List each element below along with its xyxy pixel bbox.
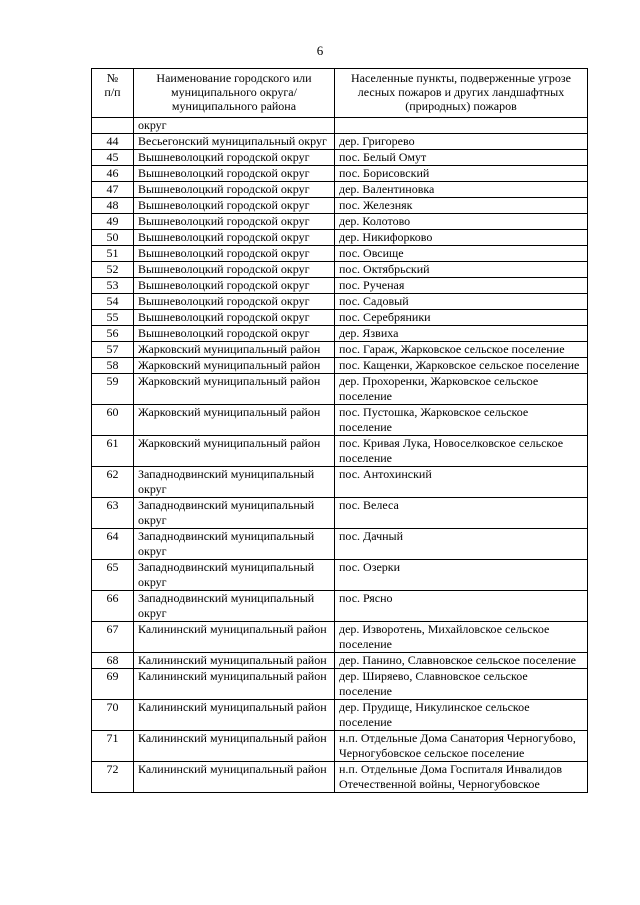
row-number: 62 (92, 467, 134, 498)
row-places: пос. Пустошка, Жарковское сельское поселение (335, 405, 588, 436)
table-row (92, 294, 588, 310)
table-row (92, 700, 588, 731)
table-row (92, 262, 588, 278)
row-district: Калининский муниципальный район (134, 731, 335, 762)
row-number (92, 118, 134, 134)
row-places: пос. Велеса (335, 498, 588, 529)
row-places: пос. Садовый (335, 294, 588, 310)
row-district: Вышневолоцкий городской округ (134, 166, 335, 182)
row-district: Вышневолоцкий городской округ (134, 278, 335, 294)
row-places: пос. Октябрьский (335, 262, 588, 278)
row-places: пос. Железняк (335, 198, 588, 214)
header-places: Населенные пункты, подверженные угрозе лесных пожаров и других ландшафтных (природных) пожаров (335, 69, 588, 118)
table-row (92, 591, 588, 622)
row-number: 66 (92, 591, 134, 622)
row-number: 51 (92, 246, 134, 262)
row-places: дер. Изворотень, Михайловское сельское поселение (335, 622, 588, 653)
row-district: Вышневолоцкий городской округ (134, 214, 335, 230)
row-number: 61 (92, 436, 134, 467)
table-row (92, 342, 588, 358)
row-places: пос. Белый Омут (335, 150, 588, 166)
row-district: Западнодвинский муниципальный округ (134, 498, 335, 529)
row-number: 50 (92, 230, 134, 246)
row-number: 72 (92, 762, 134, 793)
row-number: 52 (92, 262, 134, 278)
row-number: 69 (92, 669, 134, 700)
row-district: Западнодвинский муниципальный округ (134, 560, 335, 591)
row-district: Западнодвинский муниципальный округ (134, 591, 335, 622)
row-places: пос. Рученая (335, 278, 588, 294)
row-places: дер. Никифорково (335, 230, 588, 246)
row-district: Калининский муниципальный район (134, 700, 335, 731)
table-row (92, 182, 588, 198)
table-row (92, 731, 588, 762)
row-places: н.п. Отдельные Дома Госпиталя Инвалидов Отечественной войны, Черногубовское (335, 762, 588, 793)
row-number: 70 (92, 700, 134, 731)
row-district: Вышневолоцкий городской округ (134, 294, 335, 310)
table-row (92, 405, 588, 436)
row-number: 58 (92, 358, 134, 374)
row-district: Жарковский муниципальный район (134, 436, 335, 467)
table-row (92, 436, 588, 467)
settlements-table (91, 68, 588, 793)
row-number: 48 (92, 198, 134, 214)
row-places: дер. Ширяево, Славновское сельское поселение (335, 669, 588, 700)
row-number: 54 (92, 294, 134, 310)
row-number: 60 (92, 405, 134, 436)
row-district: Вышневолоцкий городской округ (134, 246, 335, 262)
table-row (92, 214, 588, 230)
row-district: Калининский муниципальный район (134, 762, 335, 793)
row-places: пос. Борисовский (335, 166, 588, 182)
row-district: Вышневолоцкий городской округ (134, 182, 335, 198)
row-district: Вышневолоцкий городской округ (134, 262, 335, 278)
row-number: 56 (92, 326, 134, 342)
header-number: № п/п (92, 69, 134, 118)
row-number: 44 (92, 134, 134, 150)
row-number: 63 (92, 498, 134, 529)
row-places: дер. Валентиновка (335, 182, 588, 198)
row-district: Вышневолоцкий городской округ (134, 326, 335, 342)
table-row (92, 529, 588, 560)
row-district: Жарковский муниципальный район (134, 374, 335, 405)
row-number: 68 (92, 653, 134, 669)
row-number: 57 (92, 342, 134, 358)
row-places: н.п. Отдельные Дома Санатория Черногубово, Черногубовское сельское поселение (335, 731, 588, 762)
row-places: дер. Колотово (335, 214, 588, 230)
table-row (92, 278, 588, 294)
table-row (92, 374, 588, 405)
row-number: 45 (92, 150, 134, 166)
table-row (92, 150, 588, 166)
row-places: пос. Гараж, Жарковское сельское поселение (335, 342, 588, 358)
row-district: Весьегонский муниципальный округ (134, 134, 335, 150)
row-places: пос. Овсище (335, 246, 588, 262)
table-row (92, 326, 588, 342)
row-district: Вышневолоцкий городской округ (134, 310, 335, 326)
table-row (92, 498, 588, 529)
row-places: пос. Рясно (335, 591, 588, 622)
row-number: 67 (92, 622, 134, 653)
row-number: 64 (92, 529, 134, 560)
row-district: Калининский муниципальный район (134, 669, 335, 700)
table-row (92, 622, 588, 653)
row-district: округ (134, 118, 335, 134)
row-district: Вышневолоцкий городской округ (134, 230, 335, 246)
table-row (92, 166, 588, 182)
table-row (92, 762, 588, 793)
row-number: 53 (92, 278, 134, 294)
row-places: дер. Прохоренки, Жарковское сельское поселение (335, 374, 588, 405)
row-places (335, 118, 588, 134)
table-row (92, 467, 588, 498)
row-places: пос. Кривая Лука, Новоселковское сельское поселение (335, 436, 588, 467)
table-header-row (92, 69, 588, 118)
table-row (92, 653, 588, 669)
table-row (92, 560, 588, 591)
row-district: Западнодвинский муниципальный округ (134, 529, 335, 560)
row-district: Вышневолоцкий городской округ (134, 198, 335, 214)
table-row (92, 198, 588, 214)
row-district: Жарковский муниципальный район (134, 405, 335, 436)
row-places: пос. Антохинский (335, 467, 588, 498)
row-district: Вышневолоцкий городской округ (134, 150, 335, 166)
row-places: дер. Язвиха (335, 326, 588, 342)
row-number: 65 (92, 560, 134, 591)
row-places: пос. Озерки (335, 560, 588, 591)
table-row (92, 358, 588, 374)
table-row (92, 134, 588, 150)
table-row (92, 246, 588, 262)
table-row (92, 669, 588, 700)
row-district: Калининский муниципальный район (134, 622, 335, 653)
row-number: 59 (92, 374, 134, 405)
table-row (92, 230, 588, 246)
row-places: пос. Серебряники (335, 310, 588, 326)
table-row (92, 310, 588, 326)
row-places: пос. Кащенки, Жарковское сельское поселение (335, 358, 588, 374)
row-places: дер. Григорево (335, 134, 588, 150)
row-number: 55 (92, 310, 134, 326)
row-number: 46 (92, 166, 134, 182)
row-district: Калининский муниципальный район (134, 653, 335, 669)
row-district: Жарковский муниципальный район (134, 342, 335, 358)
row-district: Жарковский муниципальный район (134, 358, 335, 374)
continuation-row (92, 118, 588, 134)
page-number: 6 (316, 43, 324, 58)
row-number: 47 (92, 182, 134, 198)
row-places: дер. Прудище, Никулинское сельское поселение (335, 700, 588, 731)
header-district: Наименование городского или муниципального округа/муниципального района (134, 69, 335, 118)
row-places: пос. Дачный (335, 529, 588, 560)
row-number: 71 (92, 731, 134, 762)
row-number: 49 (92, 214, 134, 230)
row-district: Западнодвинский муниципальный округ (134, 467, 335, 498)
row-places: дер. Панино, Славновское сельское поселение (335, 653, 588, 669)
